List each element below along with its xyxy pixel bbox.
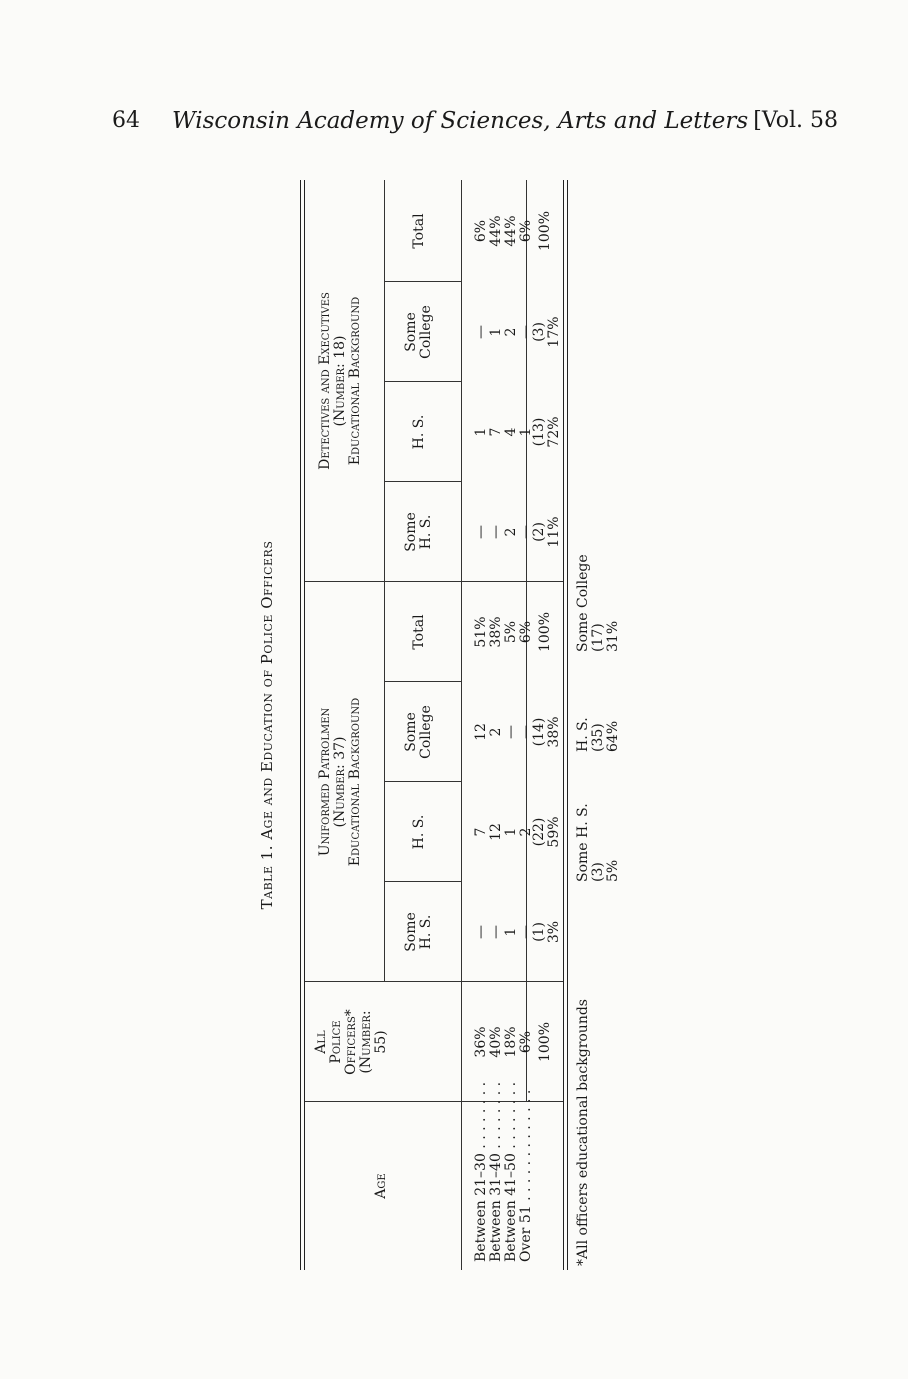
page-number: 64 bbox=[112, 108, 140, 133]
age-row: Between 21–30 . . . . . . . . bbox=[473, 1081, 489, 1262]
page-header bbox=[0, 108, 908, 142]
footnote-col-some-hs: Some H. S. (3) 5% bbox=[575, 803, 621, 882]
detectives-header: Detectives and Executives (Number: 18) Educational Background bbox=[317, 292, 363, 470]
uniformed-sum-hs: (22) 59% bbox=[531, 816, 562, 848]
all-total: 100% bbox=[537, 1021, 553, 1063]
rule bbox=[384, 180, 385, 982]
bottom-rule bbox=[563, 180, 568, 1270]
sub-header-hs: H. S. bbox=[411, 814, 427, 850]
age-row: Between 31–40 . . . . . . . . bbox=[488, 1081, 504, 1262]
uniformed-sum-total: 100% bbox=[537, 611, 553, 653]
sub-header-total: Total bbox=[411, 614, 427, 650]
detectives-some-college-column: — 1 2 — bbox=[473, 325, 534, 339]
uniformed-header: Uniformed Patrolmen (Number: 37) Educational Background bbox=[317, 697, 363, 867]
uniformed-hs-column: 7 12 1 2 bbox=[473, 823, 534, 841]
rotated-table bbox=[258, 180, 621, 1270]
all-officers-header: All Police Officers* (Number: 55) bbox=[313, 1009, 389, 1075]
detectives-sum-total: 100% bbox=[537, 210, 553, 252]
table-caption: Table 1. Age and Education of Police Officers bbox=[258, 540, 276, 910]
age-row-labels bbox=[474, 1082, 534, 1262]
footnote-col-hs: H. S. (35) 64% bbox=[575, 717, 621, 752]
detectives-hs-column: 1 7 4 1 bbox=[473, 427, 534, 437]
detectives-some-hs-column: — — 2 — bbox=[473, 525, 534, 539]
uniformed-some-college-column: 12 2 — — bbox=[473, 723, 534, 741]
footnote-col-some-college: Some College (17) 31% bbox=[575, 554, 621, 652]
journal-title: Wisconsin Academy of Sciences, Arts and Letters bbox=[172, 108, 749, 134]
sub-header-total: Total bbox=[411, 213, 427, 249]
detectives-sum-hs: (13) 72% bbox=[531, 416, 562, 448]
detectives-sum-some-hs: (2) 11% bbox=[531, 516, 562, 548]
age-row: Over 51 . . . . . . . . . . . . . bbox=[518, 1089, 534, 1262]
sub-header-some-college: Some College bbox=[403, 705, 434, 759]
age-row: Between 41–50 . . . . . . . . bbox=[503, 1081, 519, 1262]
uniformed-sum-some-college: (14) 38% bbox=[531, 716, 562, 748]
age-header: Age bbox=[373, 1173, 389, 1199]
table-footnote: *All officers educational backgrounds bbox=[575, 999, 591, 1266]
sub-header-hs: H. S. bbox=[411, 414, 427, 450]
uniformed-some-hs-column: — — 1 — bbox=[473, 925, 534, 939]
sub-header-some-hs: Some H. S. bbox=[403, 512, 434, 552]
sub-header-some-hs: Some H. S. bbox=[403, 912, 434, 952]
all-values-column: 36% 40% 18% 6% bbox=[473, 1026, 534, 1058]
sub-header-some-college: Some College bbox=[403, 305, 434, 359]
detectives-total-column: 6% 44% 44% 6% bbox=[473, 215, 534, 247]
detectives-sum-some-college: (3) 17% bbox=[531, 316, 562, 348]
table-frame bbox=[300, 180, 568, 1270]
rule bbox=[461, 180, 462, 1270]
uniformed-sum-some-hs: (1) 3% bbox=[531, 920, 562, 944]
uniformed-total-column: 51% 38% 5% 6% bbox=[473, 616, 534, 648]
volume-label: [Vol. 58 bbox=[753, 108, 838, 133]
top-rule bbox=[300, 180, 305, 1270]
